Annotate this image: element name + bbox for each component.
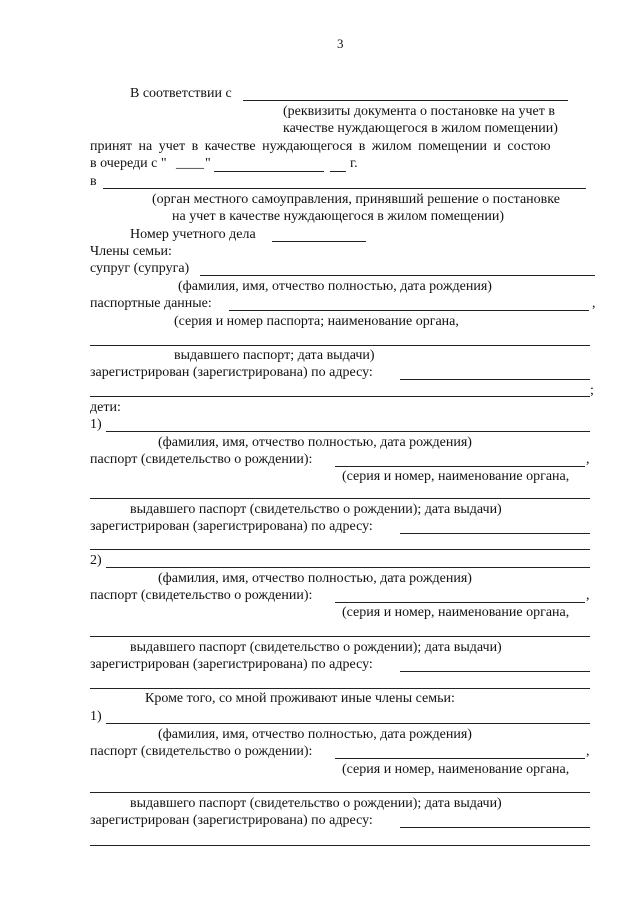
case-number-field[interactable] — [272, 241, 366, 242]
document-requisites-hint-1: (реквизиты документа о постановке на учет в — [283, 104, 555, 119]
queue-year-suffix: г. — [350, 156, 358, 171]
other-1-passport-hint-1: (серия и номер, наименование органа, — [342, 762, 570, 777]
child-1-fio-hint: (фамилия, имя, отчество полностью, дата рождения) — [158, 435, 472, 450]
child-1-address-field[interactable] — [400, 533, 590, 534]
other-1-passport-hint-2: выдавшего паспорт (свидетельство о рождении); дата выдачи) — [130, 796, 502, 811]
other-1-fio-hint: (фамилия, имя, отчество полностью, дата рождения) — [158, 727, 472, 742]
child-1-passport-field-2[interactable] — [90, 498, 590, 499]
child-2-passport-comma: , — [586, 588, 590, 603]
child-2-address-field-2[interactable] — [90, 688, 590, 689]
spouse-fio-hint: (фамилия, имя, отчество полностью, дата рождения) — [178, 279, 492, 294]
spouse-passport-comma: , — [592, 296, 596, 311]
child-1-name-field[interactable] — [106, 431, 590, 432]
spouse-passport-hint-2: выдавшего паспорт; дата выдачи) — [174, 348, 375, 363]
document-requisites-hint-2: качестве нуждающегося в жилом помещении) — [283, 121, 558, 136]
child-1-address-field-2[interactable] — [90, 549, 590, 550]
other-1-passport-field-2[interactable] — [90, 792, 590, 793]
other-1-passport-field[interactable] — [335, 758, 585, 759]
child-2-address-field[interactable] — [400, 671, 590, 672]
other-1-passport-label: паспорт (свидетельство о рождении): — [90, 744, 313, 759]
child-2-registered-label: зарегистрирован (зарегистрирована) по адресу: — [90, 657, 373, 672]
organ-in-label: в — [90, 174, 97, 189]
child-1-registered-label: зарегистрирован (зарегистрирована) по адресу: — [90, 519, 373, 534]
other-1-passport-comma: , — [586, 744, 590, 759]
spouse-passport-field[interactable] — [229, 310, 589, 311]
spouse-passport-label: паспортные данные: — [90, 296, 212, 311]
child-2-passport-field-2[interactable] — [90, 636, 590, 637]
spouse-passport-hint-1: (серия и номер паспорта; наименование органа, — [174, 314, 459, 329]
organ-hint-1: (орган местного самоуправления, принявший решение о постановке — [152, 192, 560, 207]
according-to-label: В соответствии с — [130, 86, 232, 101]
spouse-label: супруг (супруга) — [90, 261, 190, 276]
queue-quote: " — [205, 156, 211, 171]
document-requisites-field[interactable] — [243, 100, 568, 101]
family-members-label: Члены семьи: — [90, 244, 172, 259]
queue-month-field[interactable] — [214, 171, 324, 172]
other-1-number: 1) — [90, 709, 102, 724]
child-1-passport-hint-1: (серия и номер, наименование органа, — [342, 469, 570, 484]
child-2-number: 2) — [90, 553, 102, 568]
child-2-passport-hint-1: (серия и номер, наименование органа, — [342, 605, 570, 620]
spouse-address-field[interactable] — [400, 379, 590, 380]
child-1-passport-label: паспорт (свидетельство о рождении): — [90, 452, 313, 467]
other-1-registered-label: зарегистрирован (зарегистрирована) по адресу: — [90, 813, 373, 828]
case-number-label: Номер учетного дела — [130, 227, 256, 242]
spouse-address-field-2[interactable] — [90, 396, 590, 397]
spouse-registered-label: зарегистрирован (зарегистрирована) по адресу: — [90, 365, 373, 380]
accepted-statement: принят на учет в качестве нуждающегося в жилом помещении и состою — [90, 139, 551, 154]
child-2-fio-hint: (фамилия, имя, отчество полностью, дата рождения) — [158, 571, 472, 586]
child-2-passport-label: паспорт (свидетельство о рождении): — [90, 588, 313, 603]
children-label: дети: — [90, 400, 121, 415]
queue-year-field[interactable] — [330, 171, 346, 172]
spouse-passport-field-2[interactable] — [90, 345, 590, 346]
other-members-label: Кроме того, со мной проживают иные члены семьи: — [145, 691, 455, 706]
queue-day-field[interactable]: ____ — [176, 156, 204, 171]
child-1-passport-hint-2: выдавшего паспорт (свидетельство о рождении); дата выдачи) — [130, 502, 502, 517]
spouse-address-semicolon: ; — [590, 383, 594, 398]
child-2-name-field[interactable] — [106, 567, 590, 568]
child-2-passport-hint-2: выдавшего паспорт (свидетельство о рождении); дата выдачи) — [130, 640, 502, 655]
other-1-name-field[interactable] — [106, 723, 590, 724]
page-number: 3 — [337, 36, 344, 51]
other-1-address-field-2[interactable] — [90, 845, 590, 846]
child-1-passport-comma: , — [586, 452, 590, 467]
other-1-address-field[interactable] — [400, 827, 590, 828]
queue-prefix: в очереди с " — [90, 156, 167, 171]
child-2-passport-field[interactable] — [335, 602, 585, 603]
child-1-passport-field[interactable] — [335, 466, 585, 467]
organ-field[interactable] — [103, 188, 586, 189]
spouse-name-field[interactable] — [200, 275, 595, 276]
organ-hint-2: на учет в качестве нуждающегося в жилом помещении) — [172, 209, 505, 224]
child-1-number: 1) — [90, 417, 102, 432]
